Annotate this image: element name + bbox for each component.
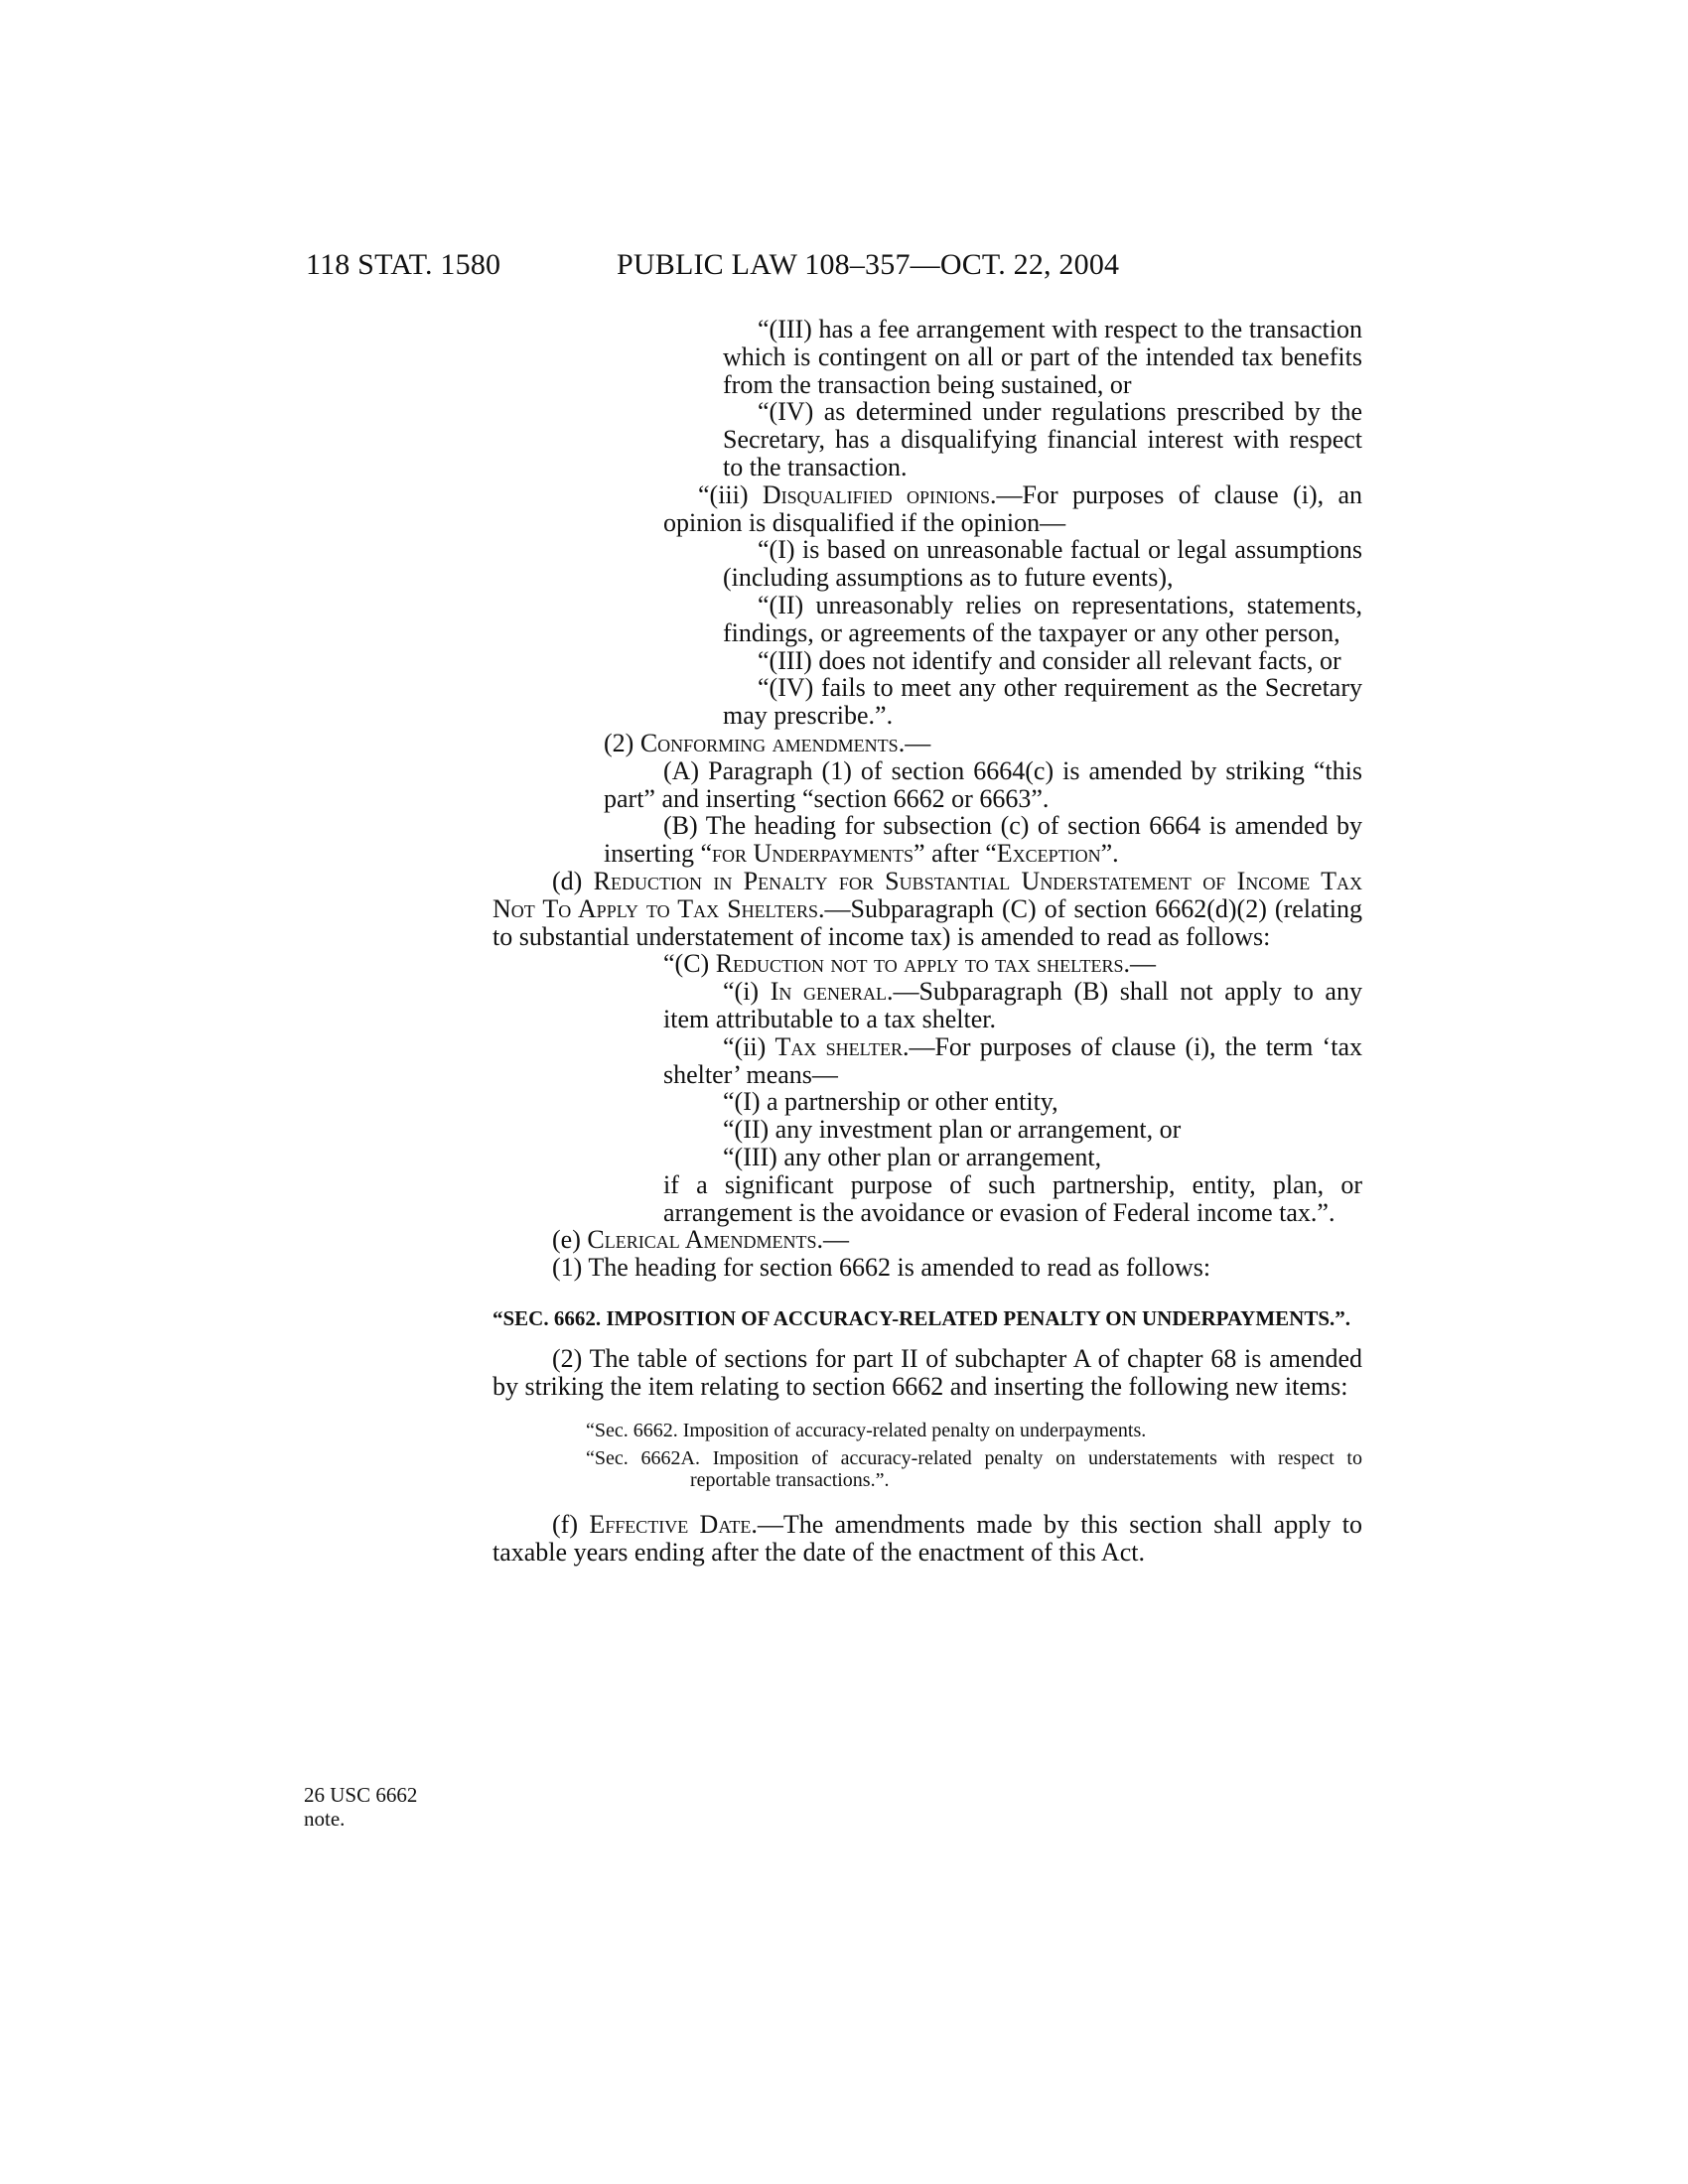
clause-heading: In general <box>770 977 887 1007</box>
clause-ii-tax-shelter <box>663 1033 1362 1089</box>
subsection-lead: (d) <box>552 866 594 895</box>
subclause-i-partnership: “(I) a partnership or other entity, <box>723 1087 1058 1117</box>
clause-text: .—For purposes of clause (i), an opinion is disqualified if the opinion— <box>663 479 1362 537</box>
clause-heading: Tax shelter <box>774 1031 903 1061</box>
clause-lead: “(ii) <box>723 1031 775 1061</box>
subsection-heading: Reduction in Penalty for Substantial Understatement of Income Tax Not To Apply to Tax Shelters <box>492 866 1362 923</box>
subparagraph-c-quoted <box>663 950 1362 978</box>
clerical-paragraph-2: (2) The table of sections for part II of subchapter A of chapter 68 is amended by striking the item relating to section 6662 and inserting the following new items: <box>492 1343 1362 1401</box>
subsection-f-effective-date <box>492 1511 1362 1567</box>
subclause-iv-other-requirement: “(IV) fails to meet any other requirement as the Secretary may prescribe.”. <box>723 673 1362 731</box>
quoted-heading: for Underpayments <box>712 839 914 869</box>
subsection-text: .—The amendments made by this section shall apply to taxable years ending after the date of the enactment of this Act. <box>492 1510 1362 1568</box>
subsection-text: .— <box>816 1225 850 1255</box>
clerical-paragraph-1: (1) The heading for section 6662 is amended to read as follows: <box>552 1253 1211 1283</box>
subsection-e <box>492 1226 1362 1254</box>
toc-item-6662: “Sec. 6662. Imposition of accuracy-related penalty on underpayments. <box>586 1420 1147 1442</box>
text-part: ”. <box>1100 839 1119 869</box>
subclause-i-unreasonable-assumptions: “(I) is based on unreasonable factual or legal assumptions (including assumptions as to future events), <box>723 535 1362 593</box>
subparagraph-text: .— <box>1123 949 1156 979</box>
subsection-heading: Effective Date <box>589 1510 752 1540</box>
subclause-iii-fee: “(III) has a fee arrangement with respect to the transaction which is contingent on all or part of the intended tax benefits from the transaction being sustained, or <box>723 315 1362 399</box>
paragraph-2-conforming <box>604 730 1362 757</box>
text-part: (B) The heading for subsection (c) of section 6664 is amended by inserting “ <box>604 811 1362 869</box>
stat-page-number: 118 STAT. 1580 <box>306 248 501 281</box>
toc-item-6662a: “Sec. 6662A. Imposition of accuracy-related penalty on understatements with respect to reportable transactions.”. <box>586 1447 1362 1492</box>
subclause-iii-relevant-facts: “(III) does not identify and consider all relevant facts, or <box>758 645 1341 675</box>
subsection-lead: (f) <box>552 1510 590 1540</box>
subsection-lead: (e) <box>552 1225 588 1255</box>
quoted-heading: Exception <box>996 839 1101 869</box>
public-law-citation: PUBLIC LAW 108–357—OCT. 22, 2004 <box>617 248 1120 281</box>
paragraph-heading: Conforming amendments <box>639 728 899 757</box>
subclause-ii-relies: “(II) unreasonably relies on representations, statements, findings, or agreements of the taxpayer or any other person, <box>723 590 1362 647</box>
tax-shelter-purpose: if a significant purpose of such partnership, entity, plan, or arrangement is the avoidance or evasion of Federal income tax.”. <box>663 1169 1362 1227</box>
subparagraph-a: (A) Paragraph (1) of section 6664(c) is amended by striking “this part” and inserting “section 6662 or 6663”. <box>604 755 1362 813</box>
subsection-text: .—Subparagraph (C) of section 6662(d)(2) (relating to substantial understatement of income tax) is amended to read as follows: <box>492 893 1362 951</box>
page-header <box>306 248 1368 288</box>
subclause-iii-other-plan: “(III) any other plan or arrangement, <box>723 1142 1102 1171</box>
usc-margin-note: 26 USC 6662 note. <box>304 1783 418 1831</box>
subsection-d <box>492 868 1362 950</box>
table-of-sections <box>586 1420 1362 1491</box>
paragraph-text: .— <box>898 728 931 757</box>
clause-lead: “(i) <box>723 977 771 1007</box>
clause-iii-disqualified-opinions <box>663 481 1362 537</box>
subsection-heading: Clerical Amendments <box>587 1225 817 1255</box>
subclause-ii-investment-plan: “(II) any investment plan or arrangement, or <box>723 1115 1182 1145</box>
paragraph-lead: (2) <box>604 728 640 757</box>
clause-text: .—Subparagraph (B) shall not apply to any item attributable to a tax shelter. <box>663 977 1362 1033</box>
subparagraph-heading: Reduction not to apply to tax shelters <box>715 949 1124 979</box>
clause-text: .—For purposes of clause (i), the term ‘tax shelter’ means— <box>663 1031 1362 1089</box>
clause-i-in-general <box>663 978 1362 1033</box>
subparagraph-b <box>604 812 1362 868</box>
section-heading-6662: “SEC. 6662. IMPOSITION OF ACCURACY-RELATED PENALTY ON UNDERPAYMENTS.”. <box>492 1305 1351 1330</box>
statute-text-flow <box>492 316 1362 1567</box>
clause-heading: Disqualified opinions <box>762 479 990 509</box>
subparagraph-lead: “(C) <box>663 949 716 979</box>
subclause-iv-financial-interest: “(IV) as determined under regulations prescribed by the Secretary, has a disqualifying financial interest with respect to the transaction. <box>723 397 1362 481</box>
clause-lead: “(iii) <box>698 479 763 509</box>
text-part: ” after “ <box>914 839 997 869</box>
